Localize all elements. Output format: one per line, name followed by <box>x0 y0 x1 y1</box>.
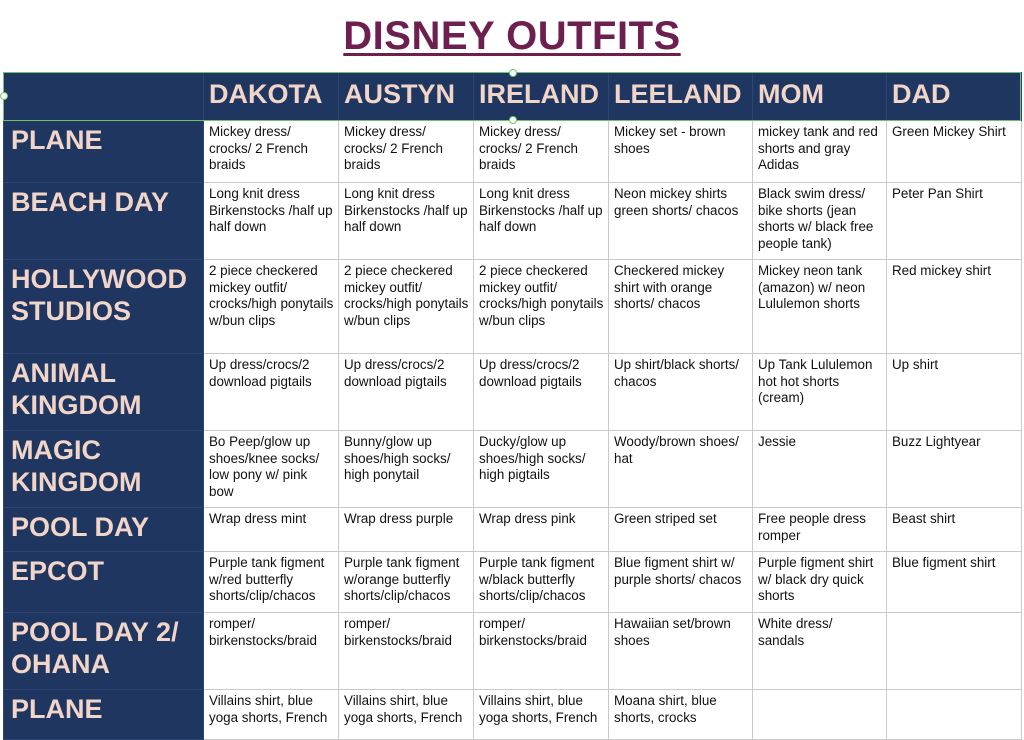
table-cell[interactable]: Mickey neon tank (amazon) w/ neon Lululemon shorts <box>753 260 887 354</box>
row-header-plane[interactable]: PLANE <box>4 121 204 183</box>
column-header-mom[interactable]: MOM <box>753 73 887 121</box>
table-cell[interactable]: Woody/brown shoes/ hat <box>609 431 753 508</box>
table-cell[interactable]: Up shirt/black shorts/ chacos <box>609 354 753 431</box>
table-cell[interactable]: Wrap dress pink <box>474 508 609 552</box>
table-cell[interactable] <box>887 613 1022 690</box>
table-cell[interactable]: romper/ birkenstocks/braid <box>339 613 474 690</box>
column-header-ireland[interactable]: IRELAND <box>474 73 609 121</box>
table-cell[interactable]: Peter Pan Shirt <box>887 183 1022 260</box>
sheet-title-container <box>0 14 1024 59</box>
corner-cell[interactable] <box>4 73 204 121</box>
table-cell[interactable]: Beast shirt <box>887 508 1022 552</box>
table-cell[interactable]: romper/ birkenstocks/braid <box>474 613 609 690</box>
table-cell[interactable]: Purple tank figment w/black butterfly shorts/clip/chacos <box>474 552 609 613</box>
table-cell[interactable]: Buzz Lightyear <box>887 431 1022 508</box>
table-cell[interactable]: Up dress/crocs/2 download pigtails <box>474 354 609 431</box>
column-header-dad[interactable]: DAD <box>887 73 1022 121</box>
table-cell[interactable]: Green Mickey Shirt <box>887 121 1022 183</box>
table-row <box>4 508 1022 552</box>
table-cell[interactable]: Mickey set - brown shoes <box>609 121 753 183</box>
table-cell[interactable] <box>887 690 1022 740</box>
table-cell[interactable]: Red mickey shirt <box>887 260 1022 354</box>
table-cell[interactable]: Mickey dress/ crocks/ 2 French braids <box>204 121 339 183</box>
table-cell[interactable]: Moana shirt, blue shorts, crocks <box>609 690 753 740</box>
row-header-plane-return[interactable]: PLANE <box>4 690 204 740</box>
table-cell[interactable]: Up dress/crocs/2 download pigtails <box>339 354 474 431</box>
table-cell[interactable]: Villains shirt, blue yoga shorts, French <box>204 690 339 740</box>
table-cell[interactable] <box>753 690 887 740</box>
row-header-pool-day[interactable]: POOL DAY <box>4 508 204 552</box>
header-row <box>4 73 1022 121</box>
row-header-animal-kingdom[interactable]: ANIMAL KINGDOM <box>4 354 204 431</box>
table-cell[interactable]: Long knit dress Birkenstocks /half up half down <box>339 183 474 260</box>
table-row <box>4 260 1022 354</box>
row-header-beach-day[interactable]: BEACH DAY <box>4 183 204 260</box>
table-cell[interactable]: Up Tank Lululemon hot hot shorts (cream) <box>753 354 887 431</box>
table-cell[interactable]: mickey tank and red shorts and gray Adidas <box>753 121 887 183</box>
table-cell[interactable]: Up shirt <box>887 354 1022 431</box>
table-cell[interactable]: Checkered mickey shirt with orange shorts/ chacos <box>609 260 753 354</box>
row-header-magic-kingdom[interactable]: MAGIC KINGDOM <box>4 431 204 508</box>
table-cell[interactable]: Hawaiian set/brown shoes <box>609 613 753 690</box>
table-cell[interactable]: Wrap dress mint <box>204 508 339 552</box>
row-header-hollywood-studios[interactable]: HOLLYWOOD STUDIOS <box>4 260 204 354</box>
table-cell[interactable]: Mickey dress/ crocks/ 2 French braids <box>339 121 474 183</box>
table-cell[interactable]: Up dress/crocs/2 download pigtails <box>204 354 339 431</box>
table-cell[interactable]: Wrap dress purple <box>339 508 474 552</box>
table-cell[interactable]: Bo Peep/glow up shoes/knee socks/ low pony w/ pink bow <box>204 431 339 508</box>
table-cell[interactable]: Purple tank figment w/red butterfly shorts/clip/chacos <box>204 552 339 613</box>
table-cell[interactable]: 2 piece checkered mickey outfit/ crocks/high ponytails w/bun clips <box>474 260 609 354</box>
table-cell[interactable]: Ducky/glow up shoes/high socks/ high pigtails <box>474 431 609 508</box>
table-row <box>4 613 1022 690</box>
table-cell[interactable]: Long knit dress Birkenstocks /half up half down <box>474 183 609 260</box>
column-header-leeland[interactable]: LEELAND <box>609 73 753 121</box>
column-header-austyn[interactable]: AUSTYN <box>339 73 474 121</box>
row-header-epcot[interactable]: EPCOT <box>4 552 204 613</box>
table-row <box>4 690 1022 740</box>
table-cell[interactable]: 2 piece checkered mickey outfit/ crocks/high ponytails w/bun clips <box>204 260 339 354</box>
table-cell[interactable]: Blue figment shirt <box>887 552 1022 613</box>
table-cell[interactable]: Free people dress romper <box>753 508 887 552</box>
table-cell[interactable]: romper/ birkenstocks/braid <box>204 613 339 690</box>
table-row <box>4 121 1022 183</box>
table-cell[interactable]: 2 piece checkered mickey outfit/ crocks/high ponytails w/bun clips <box>339 260 474 354</box>
table-row <box>4 552 1022 613</box>
table-cell[interactable]: Bunny/glow up shoes/high socks/ high ponytail <box>339 431 474 508</box>
table-cell[interactable]: Blue figment shirt w/ purple shorts/ chacos <box>609 552 753 613</box>
table-cell[interactable]: Purple figment shirt w/ black dry quick shorts <box>753 552 887 613</box>
row-header-pool-day-2-ohana[interactable]: POOL DAY 2/ OHANA <box>4 613 204 690</box>
table-row <box>4 431 1022 508</box>
table-cell[interactable]: White dress/ sandals <box>753 613 887 690</box>
table-cell[interactable]: Villains shirt, blue yoga shorts, French <box>474 690 609 740</box>
table-cell[interactable]: Long knit dress Birkenstocks /half up half down <box>204 183 339 260</box>
table-cell[interactable]: Neon mickey shirts green shorts/ chacos <box>609 183 753 260</box>
table-cell[interactable]: Jessie <box>753 431 887 508</box>
table-cell[interactable]: Purple tank figment w/orange butterfly shorts/clip/chacos <box>339 552 474 613</box>
column-header-dakota[interactable]: DAKOTA <box>204 73 339 121</box>
table-cell[interactable]: Green striped set <box>609 508 753 552</box>
table-cell[interactable]: Mickey dress/ crocks/ 2 French braids <box>474 121 609 183</box>
table-row <box>4 183 1022 260</box>
table-cell[interactable]: Black swim dress/ bike shorts (jean shorts w/ black free people tank) <box>753 183 887 260</box>
sheet-title[interactable]: DISNEY OUTFITS <box>343 14 681 58</box>
table-row <box>4 354 1022 431</box>
outfits-table <box>3 72 1022 740</box>
table-cell[interactable]: Villains shirt, blue yoga shorts, French <box>339 690 474 740</box>
